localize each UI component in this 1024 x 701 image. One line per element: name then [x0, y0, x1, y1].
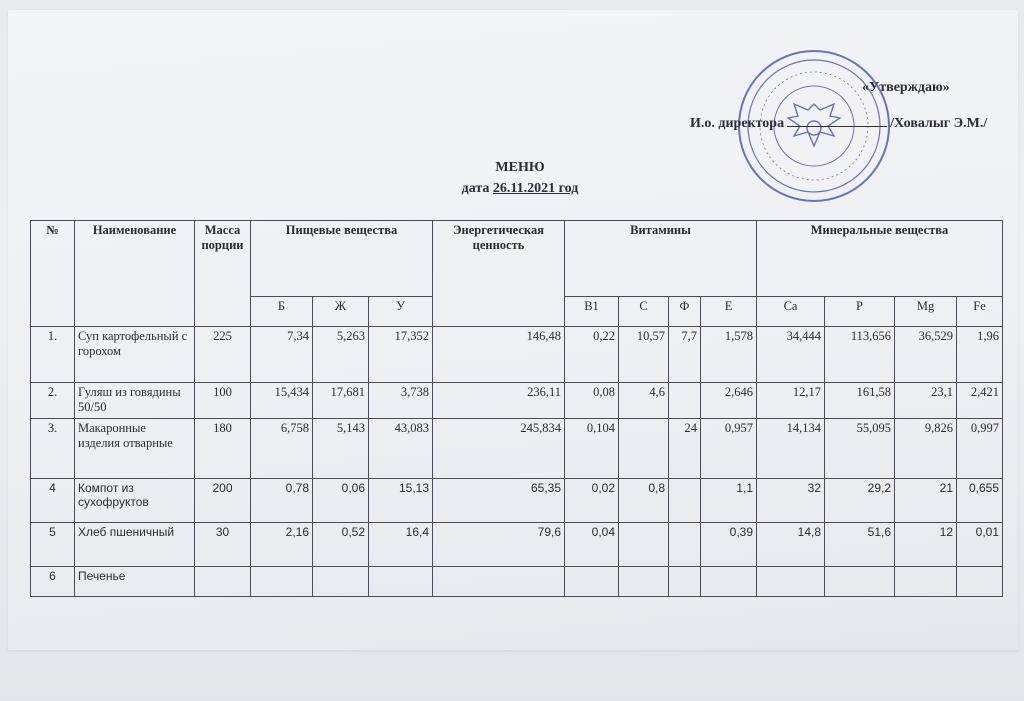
cell-e: 0,39 [701, 523, 757, 567]
cell-e [701, 567, 757, 597]
cell-mass [195, 567, 251, 597]
cell-b: 7,34 [251, 327, 313, 383]
cell-u [369, 567, 433, 597]
header-b1: В1 [565, 297, 619, 327]
cell-p [825, 567, 895, 597]
cell-u: 3,738 [369, 383, 433, 419]
cell-mg: 23,1 [895, 383, 957, 419]
cell-fe: 0,01 [957, 523, 1003, 567]
header-p: P [825, 297, 895, 327]
cell-zh: 0,06 [313, 479, 369, 523]
cell-ca: 34,444 [757, 327, 825, 383]
header-c: С [619, 297, 669, 327]
header-ca: Ca [757, 297, 825, 327]
cell-energy [433, 567, 565, 597]
cell-p: 161,58 [825, 383, 895, 419]
cell-name: Печенье [75, 567, 195, 597]
header-name: Наименование [75, 221, 195, 327]
cell-p: 51,6 [825, 523, 895, 567]
cell-c: 4,6 [619, 383, 669, 419]
cell-mg: 9,826 [895, 419, 957, 479]
cell-zh [313, 567, 369, 597]
cell-b1 [565, 567, 619, 597]
cell-fe: 1,96 [957, 327, 1003, 383]
table-row [31, 567, 1003, 597]
cell-num: 6 [31, 567, 75, 597]
cell-f [669, 479, 701, 523]
cell-e: 1,1 [701, 479, 757, 523]
cell-mass: 100 [195, 383, 251, 419]
cell-name: Хлеб пшеничный [75, 523, 195, 567]
cell-b1: 0,104 [565, 419, 619, 479]
cell-f [669, 523, 701, 567]
menu-table [30, 220, 1003, 597]
cell-c: 10,57 [619, 327, 669, 383]
cell-energy: 236,11 [433, 383, 565, 419]
cell-f: 24 [669, 419, 701, 479]
header-zh: Ж [313, 297, 369, 327]
cell-p: 29,2 [825, 479, 895, 523]
header-num: № [31, 221, 75, 327]
cell-name: Гуляш из говядины 50/50 [75, 383, 195, 419]
cell-num: 5 [31, 523, 75, 567]
cell-fe [957, 567, 1003, 597]
cell-zh: 5,263 [313, 327, 369, 383]
cell-p: 113,656 [825, 327, 895, 383]
signature-line [787, 126, 887, 127]
director-name: /Ховалыг Э.М./ [890, 116, 988, 131]
cell-ca: 14,134 [757, 419, 825, 479]
cell-mg: 36,529 [895, 327, 957, 383]
cell-num: 1. [31, 327, 75, 383]
header-nutrients: Пищевые вещества [251, 221, 433, 297]
menu-title: МЕНЮ [495, 160, 545, 175]
header-vitamins: Витамины [565, 221, 757, 297]
approval-heading: «Утверждаю» [862, 80, 950, 95]
header-e: Е [701, 297, 757, 327]
cell-ca [757, 567, 825, 597]
cell-mg: 12 [895, 523, 957, 567]
cell-energy: 245,834 [433, 419, 565, 479]
cell-zh: 5,143 [313, 419, 369, 479]
cell-b1: 0,08 [565, 383, 619, 419]
approval-signature-line [690, 116, 987, 132]
cell-f: 7,7 [669, 327, 701, 383]
header-minerals: Минеральные вещества [757, 221, 1003, 297]
cell-u: 43,083 [369, 419, 433, 479]
header-mg: Mg [895, 297, 957, 327]
cell-zh: 0,52 [313, 523, 369, 567]
cell-name: Компот из сухофруктов [75, 479, 195, 523]
cell-b: 15,434 [251, 383, 313, 419]
cell-mg: 21 [895, 479, 957, 523]
header-u: У [369, 297, 433, 327]
cell-e: 2,646 [701, 383, 757, 419]
cell-b: 2,16 [251, 523, 313, 567]
table-row [31, 383, 1003, 419]
cell-b: 6,758 [251, 419, 313, 479]
cell-p: 55,095 [825, 419, 895, 479]
cell-f [669, 383, 701, 419]
table-row [31, 479, 1003, 523]
cell-c: 0,8 [619, 479, 669, 523]
header-f: Ф [669, 297, 701, 327]
cell-f [669, 567, 701, 597]
cell-b1: 0,22 [565, 327, 619, 383]
header-b: Б [251, 297, 313, 327]
date-label: дата [461, 181, 490, 196]
table-row [31, 523, 1003, 567]
cell-energy: 79,6 [433, 523, 565, 567]
cell-u: 16,4 [369, 523, 433, 567]
header-mass: Масса порции [195, 221, 251, 327]
cell-fe: 0,997 [957, 419, 1003, 479]
cell-energy: 146,48 [433, 327, 565, 383]
cell-mass: 200 [195, 479, 251, 523]
cell-b [251, 567, 313, 597]
cell-zh: 17,681 [313, 383, 369, 419]
cell-b: 0,78 [251, 479, 313, 523]
cell-mass: 180 [195, 419, 251, 479]
cell-name: Суп картофельный с горохом [75, 327, 195, 383]
cell-ca: 14,8 [757, 523, 825, 567]
cell-num: 4 [31, 479, 75, 523]
cell-mass: 30 [195, 523, 251, 567]
cell-fe: 0,655 [957, 479, 1003, 523]
cell-name: Макаронные изделия отварные [75, 419, 195, 479]
cell-u: 15,13 [369, 479, 433, 523]
cell-mg [895, 567, 957, 597]
cell-e: 0,957 [701, 419, 757, 479]
cell-fe: 2,421 [957, 383, 1003, 419]
table-row [31, 419, 1003, 479]
cell-c [619, 419, 669, 479]
cell-mass: 225 [195, 327, 251, 383]
cell-num: 3. [31, 419, 75, 479]
header-energy: Энергетическая ценность [433, 221, 565, 327]
cell-ca: 32 [757, 479, 825, 523]
cell-ca: 12,17 [757, 383, 825, 419]
director-label: И.о. директора [690, 116, 785, 131]
cell-u: 17,352 [369, 327, 433, 383]
table-row [31, 327, 1003, 383]
cell-c [619, 567, 669, 597]
cell-b1: 0,02 [565, 479, 619, 523]
cell-num: 2. [31, 383, 75, 419]
cell-energy: 65,35 [433, 479, 565, 523]
date-value: 26.11.2021 год [492, 181, 579, 196]
cell-b1: 0,04 [565, 523, 619, 567]
header-fe: Fe [957, 297, 1003, 327]
menu-date [420, 181, 620, 197]
cell-c [619, 523, 669, 567]
cell-e: 1,578 [701, 327, 757, 383]
